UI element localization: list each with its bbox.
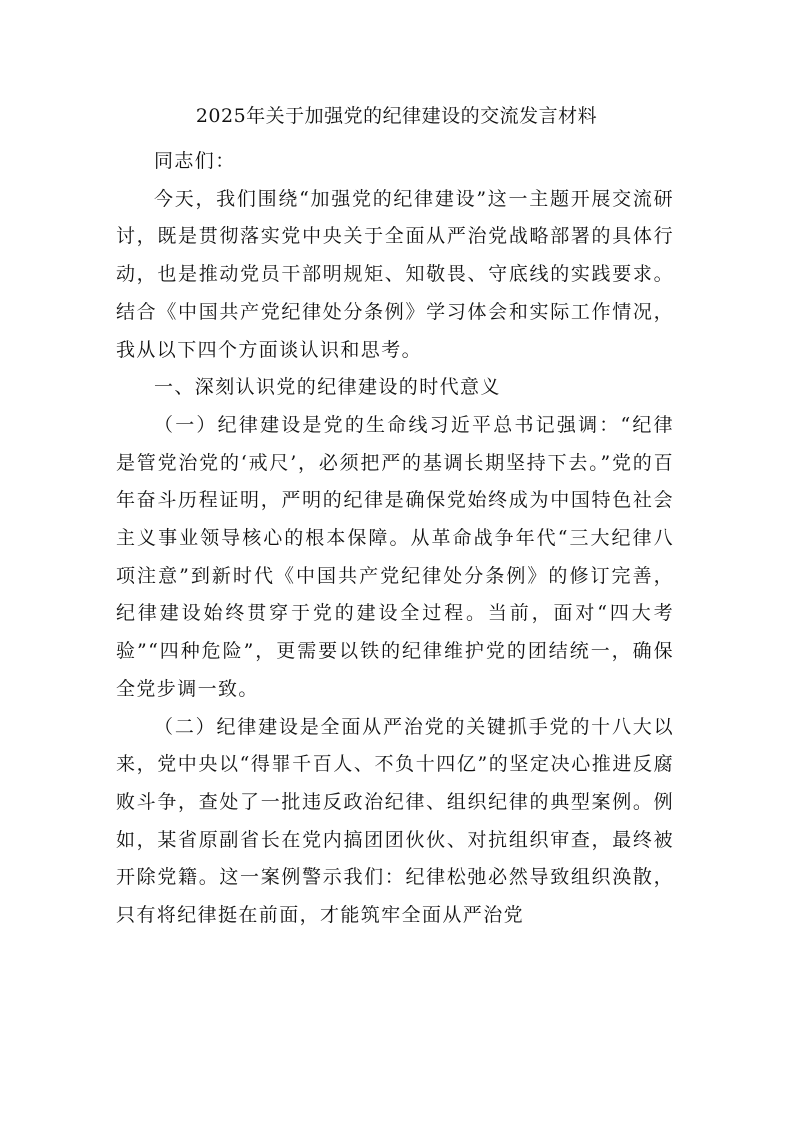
document-body bbox=[116, 143, 674, 935]
paragraph-intro: 今天，我们围绕“加强党的纪律建设”这一主题开展交流研讨，既是贯彻落实党中央关于全面从严治党战略部署的具体行动，也是推动党员干部明规矩、知敬畏、守底线的实践要求。结合《中国共产党纪律处分条例》学习体会和实际工作情况，我从以下四个方面谈认识和思考。 bbox=[116, 187, 674, 361]
paragraph-subsection-1: （一）纪律建设是党的生命线习近平总书记强调：“纪律是管党治党的‘戒尺’，必须把严的基调长期坚持下去。”党的百年奋斗历程证明，严明的纪律是确保党始终成为中国特色社会主义事业领导核心的根本保障。从革命战争年代“三大纪律八项注意”到新时代《中国共产党纪律处分条例》的修订完善，纪律建设始终贯穿于党的建设全过程。当前，面对“四大考验”“四种危险”，更需要以铁的纪律维护党的团结统一，确保全党步调一致。 bbox=[116, 413, 674, 700]
paragraph-subsection-2: （二）纪律建设是全面从严治党的关键抓手党的十八大以来，党中央以“得罪千百人、不负十四亿”的坚定决心推进反腐败斗争，查处了一批违反政治纪律、组织纪律的典型案例。例如，某省原副省长在党内搞团团伙伙、对抗组织审查，最终被开除党籍。这一案例警示我们：纪律松弛必然导致组织涣散，只有将纪律挺在前面，才能筑牢全面从严治党 bbox=[116, 715, 674, 927]
document-title: 2025年关于加强党的纪律建设的交流发言材料 bbox=[195, 105, 598, 127]
greeting-line: 同志们： bbox=[154, 150, 236, 172]
section-heading-1: 一、深刻认识党的纪律建设的时代意义 bbox=[154, 376, 501, 399]
